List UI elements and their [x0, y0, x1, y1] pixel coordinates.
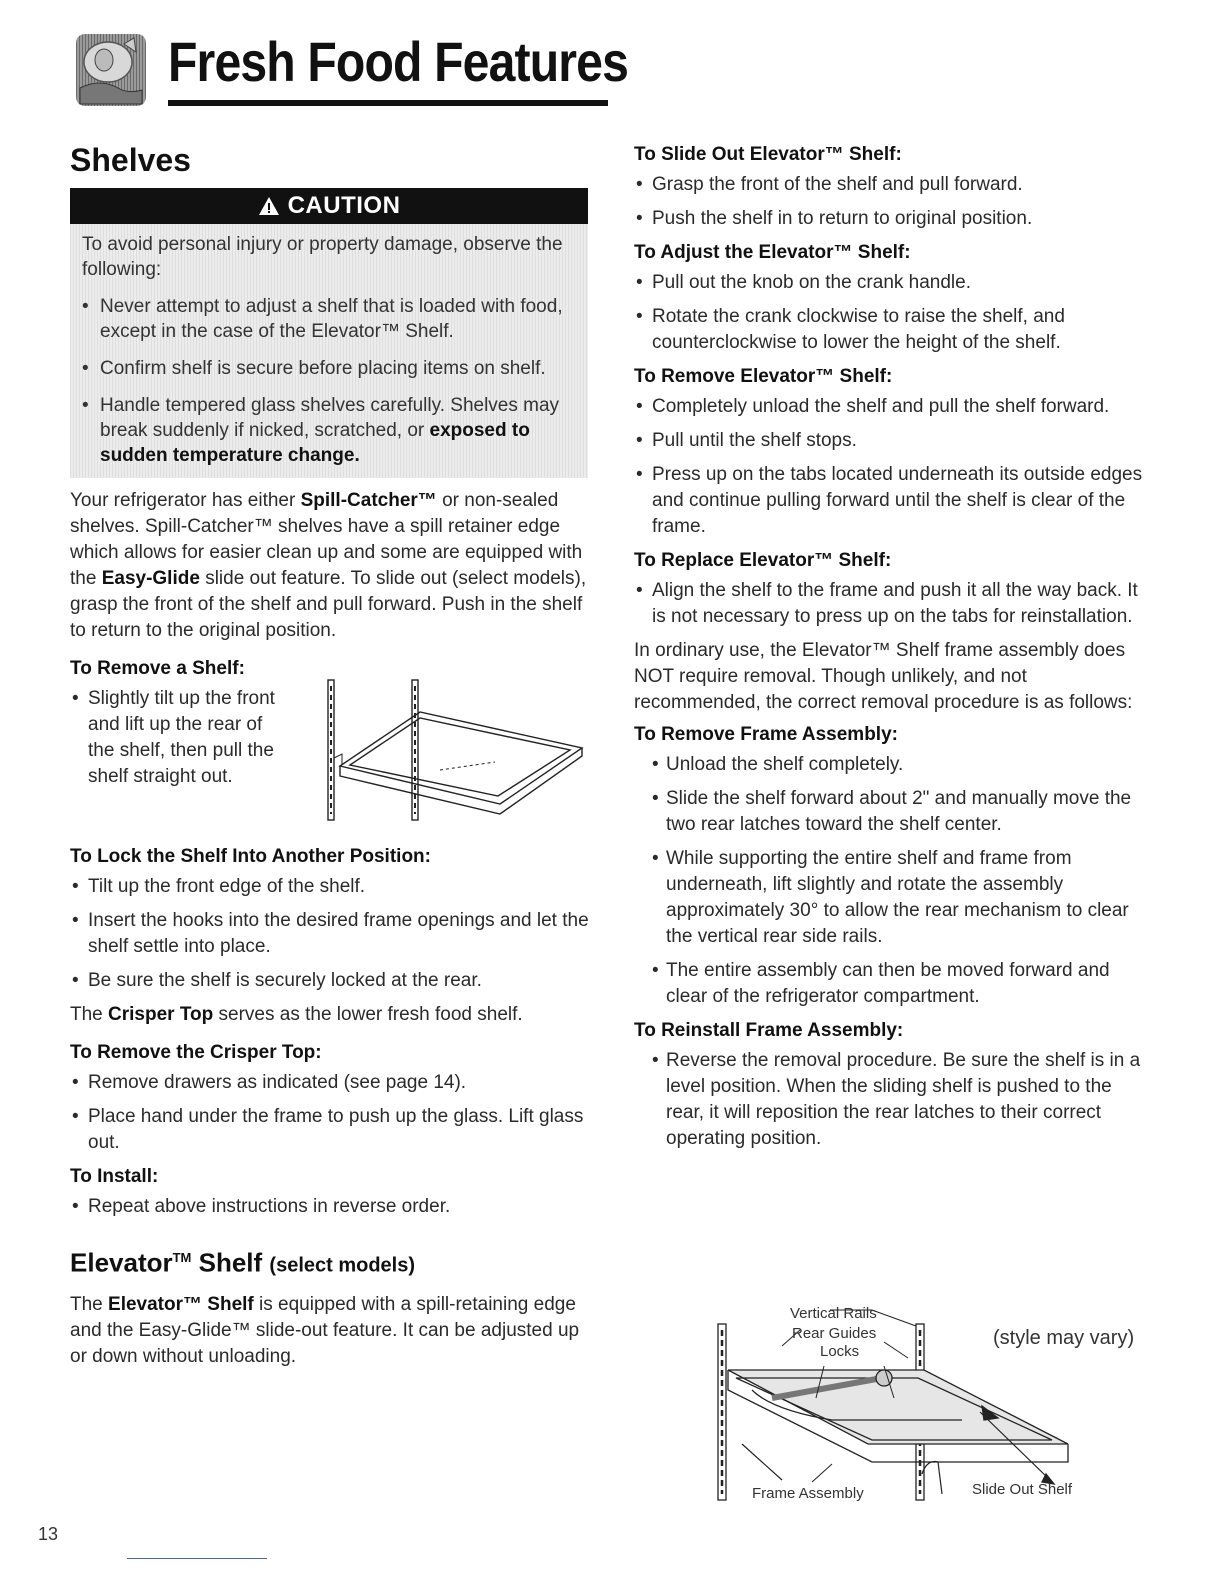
list-item: • The entire assembly can then be moved forward and clear of the refrigerator compartment. [634, 958, 1154, 1010]
list-item: • Slide the shelf forward about 2" and manually move the two rear latches toward the shelf center. [634, 786, 1154, 838]
install-list [70, 1194, 590, 1220]
crisper-heading: To Remove the Crisper Top: [70, 1042, 322, 1063]
style-note: (style may vary) [993, 1327, 1135, 1349]
list-item: • Tilt up the front edge of the shelf. [70, 874, 590, 900]
remove-frame-list [634, 752, 1154, 1010]
fresh-food-icon [70, 30, 148, 110]
caution-label: CAUTION [287, 192, 401, 219]
crisper-intro: The Crisper Top serves as the lower fresh food shelf. [70, 1004, 523, 1025]
page-title: Fresh Food Features [168, 30, 628, 93]
slide-out-shelf-label: Slide Out Shelf [972, 1481, 1073, 1498]
caution-intro: To avoid personal injury or property damage, observe the following: [82, 234, 563, 280]
locks-label: Locks [820, 1343, 860, 1360]
caution-list [70, 294, 588, 468]
elevator-intro: The Elevator™ Shelf is equipped with a spill-retaining edge and the Easy-Glide™ slide-out feature. It can be adjusted up or down without unloading. [70, 1293, 580, 1367]
list-item: • Repeat above instructions in reverse order. [70, 1194, 590, 1220]
list-item: • Grasp the front of the shelf and pull forward. [634, 172, 1154, 198]
left-column [70, 140, 590, 1370]
reinstall-frame-heading: To Reinstall Frame Assembly: [634, 1020, 904, 1041]
frame-assembly-diagram [712, 1294, 1092, 1506]
caution-bar [70, 188, 588, 224]
shelves-intro: Your refrigerator has either Spill-Catcher™ or non-sealed shelves. Spill-Catcher™ shelves have a spill retainer edge which allows for easier clean up and some are equipped with the Easy-Glide slide out feature. To slide out (select models), grasp the front of the shelf and pull forward. Push in the shelf to return to the original position. [70, 490, 587, 641]
shelves-heading: Shelves [70, 142, 191, 178]
adjust-list [634, 270, 1154, 356]
vertical-rails-label: Vertical Rails [790, 1305, 877, 1322]
shelf-removal-illustration [320, 678, 590, 828]
list-item: • Press up on the tabs located underneath its outside edges and continue pulling forward until the shelf is clear of the frame. [634, 462, 1154, 540]
list-item: • Align the shelf to the frame and push it all the way back. It is not necessary to press up on the tabs for reinstallation. [634, 578, 1154, 630]
list-item: • Push the shelf in to return to original position. [634, 206, 1154, 232]
caution-bold-text: exposed to sudden temperature change. [100, 420, 530, 466]
title-underline [168, 100, 608, 106]
lock-shelf-list [70, 874, 590, 994]
list-item: • Slightly tilt up the front and lift up the rear of the shelf, then pull the shelf straight out. [70, 686, 290, 790]
list-item: • Pull until the shelf stops. [634, 428, 1154, 454]
list-item: • Pull out the knob on the crank handle. [634, 270, 1154, 296]
list-item: • Rotate the crank clockwise to raise the shelf, and counterclockwise to lower the height of the shelf. [634, 304, 1154, 356]
remove-shelf-list [70, 686, 290, 790]
caution-item: • Never attempt to adjust a shelf that is loaded with food, except in the case of the Elevator™ Shelf. [82, 296, 563, 342]
slide-out-heading: To Slide Out Elevator™ Shelf: [634, 144, 902, 165]
replace-elevator-heading: To Replace Elevator™ Shelf: [634, 550, 892, 571]
crisper-list [70, 1070, 590, 1156]
remove-shelf-row [70, 686, 590, 832]
frame-assembly-label: Frame Assembly [752, 1485, 864, 1502]
replace-elevator-list [634, 578, 1154, 630]
reinstall-frame-list [634, 1048, 1154, 1152]
adjust-heading: To Adjust the Elevator™ Shelf: [634, 242, 911, 263]
page-number: 13 [38, 1524, 59, 1544]
remove-elevator-list [634, 394, 1154, 540]
footer-divider [127, 1558, 267, 1559]
caution-item: • Handle tempered glass shelves carefully. Shelves may break suddenly if nicked, scratched, or exposed to sudden temperature change. [82, 395, 560, 466]
slide-out-list [634, 172, 1154, 232]
rear-guides-label: Rear Guides [792, 1325, 877, 1342]
list-item: • Unload the shelf completely. [634, 752, 1154, 778]
right-column [634, 140, 1154, 1160]
list-item: • While supporting the entire shelf and frame from underneath, lift slightly and rotate the assembly approximately 30° to allow the rear mechanism to clear the vertical rear side rails. [634, 846, 1154, 950]
caution-item: • Confirm shelf is secure before placing items on shelf. [82, 358, 546, 379]
remove-shelf-heading: To Remove a Shelf: [70, 658, 245, 679]
elevator-heading: Elevator™ Shelf (select models) [70, 1247, 416, 1278]
ordinary-use-text: In ordinary use, the Elevator™ Shelf frame assembly does NOT require removal. Though unlikely, and not recommended, the correct removal procedure is as follows: [634, 640, 1133, 713]
list-item: • Place hand under the frame to push up the glass. Lift glass out. [70, 1104, 590, 1156]
warning-triangle-icon [258, 192, 288, 219]
list-item: • Remove drawers as indicated (see page 14). [70, 1070, 590, 1096]
list-item: • Insert the hooks into the desired frame openings and let the shelf settle into place. [70, 908, 590, 960]
remove-elevator-heading: To Remove Elevator™ Shelf: [634, 366, 893, 387]
list-item: • Reverse the removal procedure. Be sure the shelf is in a level position. When the sliding shelf is pushed to the rear, it will reposition the rear latches to their correct operating position. [634, 1048, 1154, 1152]
install-heading: To Install: [70, 1166, 159, 1187]
lock-shelf-heading: To Lock the Shelf Into Another Position: [70, 846, 431, 867]
caution-box [70, 188, 588, 478]
remove-frame-heading: To Remove Frame Assembly: [634, 724, 898, 745]
list-item: • Completely unload the shelf and pull the shelf forward. [634, 394, 1154, 420]
list-item: • Be sure the shelf is securely locked at the rear. [70, 968, 590, 994]
